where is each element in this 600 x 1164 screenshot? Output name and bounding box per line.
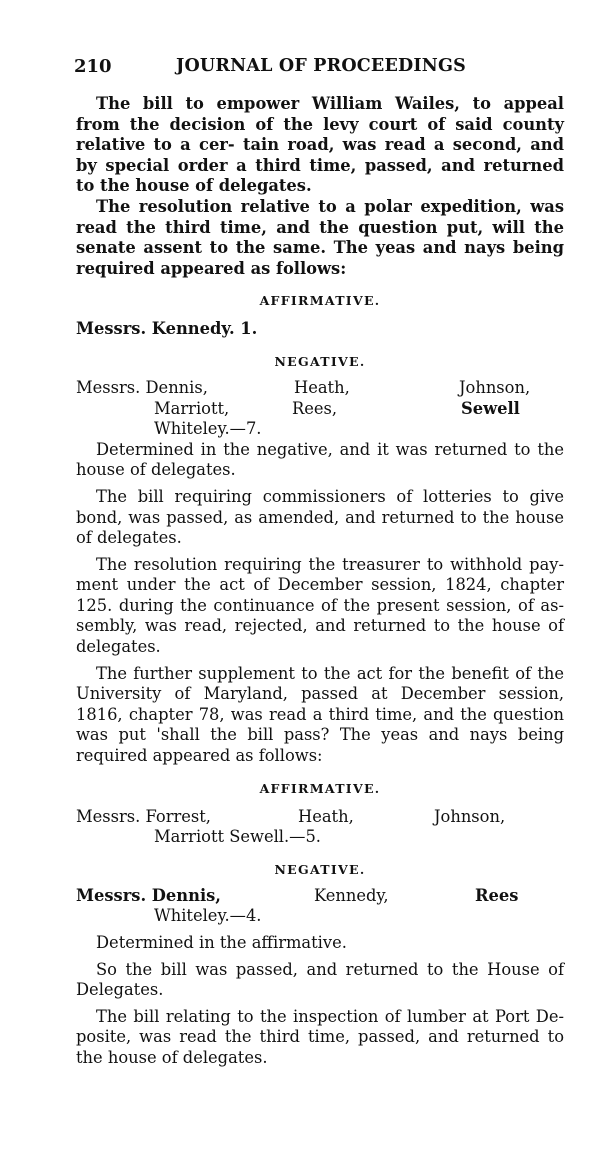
voter-line: Messrs. Kennedy. 1. (76, 319, 258, 339)
paragraph-bill-passed (76, 960, 564, 1001)
voter-name: Johnson, (434, 806, 506, 826)
voter-name: Messrs. Dennis, (76, 885, 221, 905)
voter-name: Sewell (461, 398, 520, 418)
text-line: Delegates. (76, 980, 164, 1000)
paragraph-university-supplement (76, 664, 564, 767)
voter-name: Heath, (294, 377, 350, 397)
page-number: 210 (74, 56, 112, 77)
voter-name: Messrs. Dennis, (76, 377, 208, 397)
text-line: The bill relating to the inspection of lumber at Port De- (96, 1006, 564, 1026)
text-line: bond, was passed, as amended, and returned to the house (76, 507, 564, 527)
negative-row (76, 886, 564, 907)
text-line: Determined in the affirmative. (96, 933, 347, 952)
affirmative-heading: AFFIRMATIVE. (259, 293, 381, 309)
paragraph-determined-negative (76, 440, 564, 481)
text-line: University of Maryland, passed at December session, 1816, (76, 684, 564, 724)
affirmative-row (76, 827, 564, 848)
text-line: The resolution requiring the treasurer to withhold pay- (96, 554, 564, 574)
text-line: to the same. The yeas and nays being required appeared (76, 238, 564, 278)
text-line: the house of delegates. (76, 1047, 268, 1067)
affirmative-list (76, 319, 564, 340)
text-line: as follows: (250, 258, 347, 278)
text-line: delegates. (76, 637, 161, 657)
text-line: Determined in the negative, and it was returned to the (96, 439, 564, 459)
voter-name: Rees, (292, 398, 338, 418)
voter-name: Messrs. Forrest, (76, 806, 211, 826)
voter-name: Marriott, (154, 398, 230, 418)
voter-name: Marriott Sewell.—5. (154, 827, 321, 847)
voter-name: Rees (475, 885, 519, 905)
text-line: decision of the levy court of said county relative to a cer- (76, 114, 564, 155)
page-body (76, 94, 564, 1069)
text-line: time, passed, and returned to the house of delegates. (76, 155, 564, 196)
negative-row (76, 419, 564, 440)
paragraph-lotteries-bill (76, 487, 564, 549)
text-line: put 'shall the bill pass? The yeas and nays being required (76, 725, 564, 766)
text-line: So the bill was passed, and returned to the House of (96, 959, 564, 979)
negative-heading: NEGATIVE. (274, 353, 366, 369)
negative-heading: NEGATIVE. (274, 861, 366, 877)
paragraph-wailes-bill (76, 94, 564, 197)
paragraph-lumber-inspection (76, 1007, 564, 1069)
paragraph-polar-expedition (76, 197, 564, 279)
text-line: the third time, and the question put, will the senate assent (76, 217, 564, 258)
text-line: of delegates. (76, 528, 182, 548)
text-line: house of delegates. (76, 460, 236, 480)
voter-name: Whiteley.—4. (154, 906, 262, 926)
text-line: 125. during the continuance of the present session, of as- (76, 595, 564, 615)
text-line: ment under the act of December session, 1824, chapter (76, 575, 564, 595)
text-line: appeared as follows: (152, 746, 323, 766)
paragraph-treasurer-resolution (76, 555, 564, 658)
voter-name: Johnson, (459, 377, 531, 397)
text-line: The resolution relative to a polar expedition, was read (76, 196, 564, 237)
negative-row (76, 906, 564, 927)
running-head: JOURNAL OF PROCEEDINGS (176, 56, 466, 76)
text-line: tain road, was read a second, and by special order a third (76, 135, 564, 175)
negative-row (76, 378, 564, 399)
page-header (74, 56, 564, 78)
text-line: chapter 78, was read a third time, and the question was (76, 704, 564, 745)
text-line: posite, was read the third time, passed, and returned to (76, 1027, 564, 1047)
voter-name: Whiteley.—7. (154, 419, 262, 439)
text-line: The bill requiring commissioners of lotteries to give (96, 486, 564, 506)
negative-row (76, 399, 564, 420)
affirmative-row (76, 807, 564, 828)
text-line: The bill to empower William Wailes, to appeal from the (76, 94, 564, 134)
paragraph-determined-affirmative (76, 933, 564, 954)
voter-name: Heath, (298, 806, 354, 826)
text-line: sembly, was read, rejected, and returned to the house of (76, 616, 564, 636)
affirmative-heading: AFFIRMATIVE. (259, 780, 381, 796)
text-line: The further supplement to the act for the benefit of the (96, 663, 564, 683)
voter-name: Kennedy, (314, 885, 389, 905)
